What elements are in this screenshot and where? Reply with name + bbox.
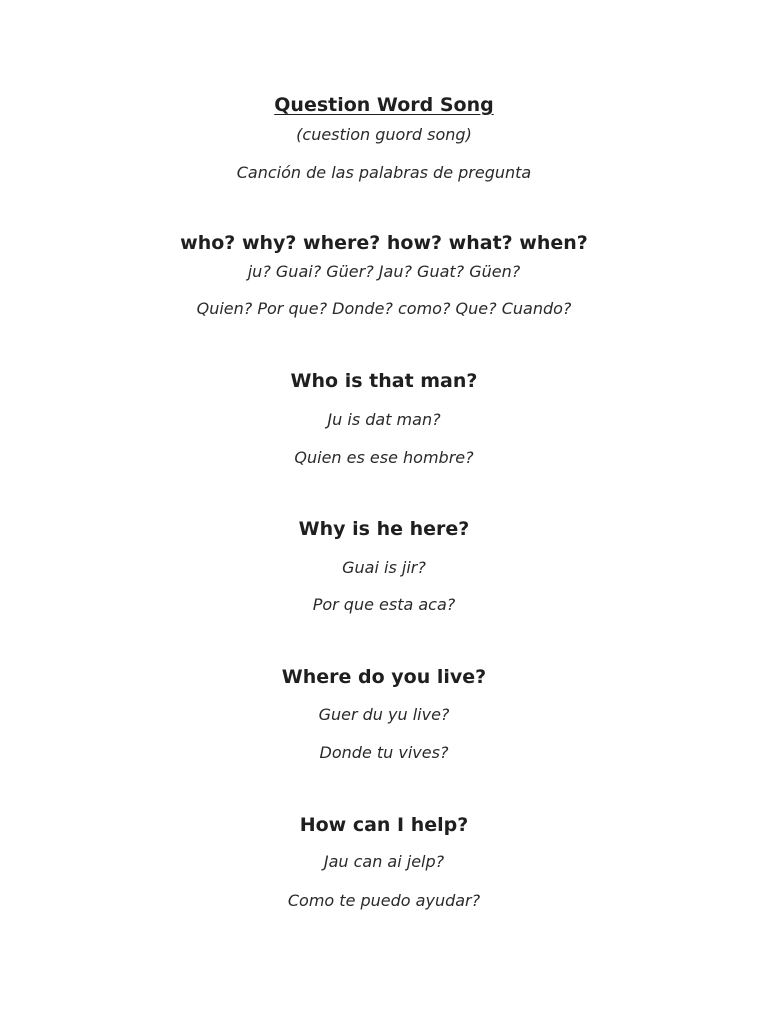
verse-english: How can I help? (299, 814, 469, 836)
verse-spanish: Donde tu vives? (319, 743, 449, 762)
question-words-spanish: Quien? Por que? Donde? como? Que? Cuando? (196, 299, 572, 318)
verse-phonetic: Guer du yu live? (318, 705, 450, 724)
song-title: Question Word Song (274, 94, 494, 116)
song-title-spanish: Canción de las palabras de pregunta (236, 163, 532, 182)
verse-english: Where do you live? (281, 666, 487, 688)
verse-phonetic: Ju is dat man? (327, 410, 441, 429)
question-words-phonetic: ju? Guai? Güer? Jau? Guat? Güen? (247, 262, 521, 281)
verse-phonetic: Jau can ai jelp? (323, 852, 445, 871)
verse-spanish: Por que esta aca? (312, 595, 456, 614)
verse-english: Who is that man? (290, 370, 478, 392)
verse-phonetic: Guai is jir? (342, 558, 426, 577)
verse-spanish: Quien es ese hombre? (294, 448, 474, 467)
song-title-phonetic: (cuestion guord song) (296, 125, 472, 144)
verse-spanish: Como te puedo ayudar? (287, 891, 481, 910)
question-words-english: who? why? where? how? what? when? (180, 232, 588, 254)
verse-english: Why is he here? (298, 518, 470, 540)
